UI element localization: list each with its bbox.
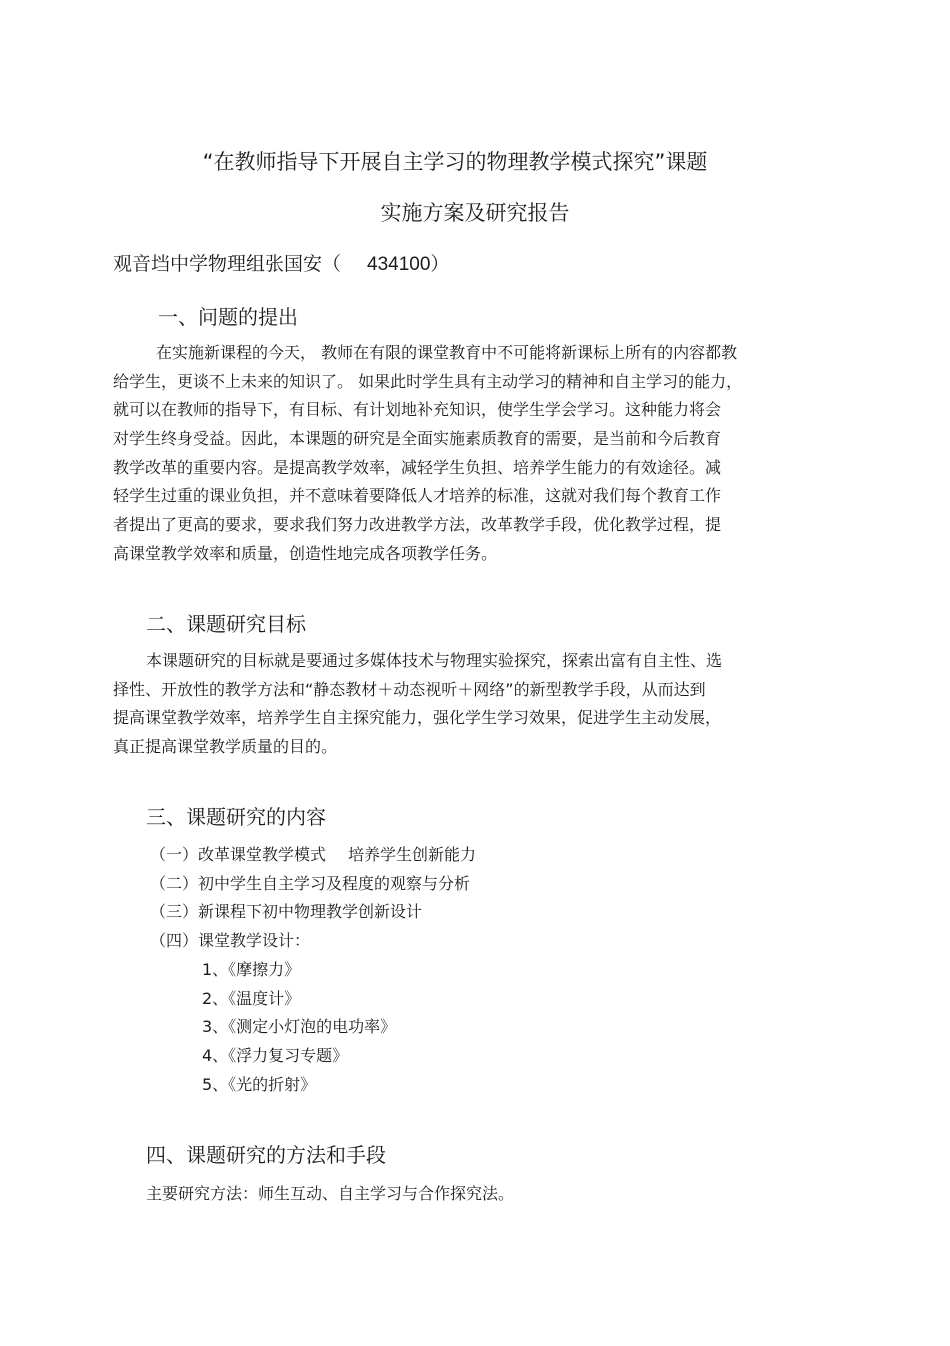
- lesson-item: 2、《温度计》: [202, 988, 301, 1008]
- lesson-item: 5、《光的折射》: [202, 1074, 317, 1094]
- lesson-item: 4、《浮力复习专题》: [202, 1046, 349, 1066]
- paragraph-line: 本课题研究的目标就是要通过多媒体技术与物理实验探究，探索出富有自主性、选: [146, 651, 723, 670]
- list-item: [150, 898, 476, 927]
- section-1-heading: 一、问题的提出: [158, 305, 298, 329]
- list-item: [150, 841, 476, 870]
- list-item-label: （二）初中学生自主学习及程度的观察与分析: [150, 873, 471, 893]
- document-title-line-2: 实施方案及研究报告: [380, 201, 570, 225]
- paragraph-line: 高课堂教学效率和质量，创造性地完成各项教学任务。: [113, 543, 498, 563]
- author-line: [113, 250, 449, 279]
- paragraph-line: 真正提高课堂教学质量的目的。: [113, 737, 338, 757]
- section-1-paragraph: [113, 339, 813, 569]
- section-2-heading: 二、课题研究目标: [146, 612, 306, 636]
- list-item-label: （四）课堂教学设计：: [150, 931, 311, 951]
- author-name: 观音垱中学物理组张国安（: [113, 253, 342, 275]
- paragraph-line: 给学生，更谈不上未来的知识了。 如果此时学生具有主动学习的精神和自主学习的能力，: [113, 371, 743, 391]
- paragraph-line: 者提出了更高的要求，要求我们努力改进教学方法，改革教学手段，优化教学过程，提: [113, 515, 722, 535]
- lesson-item: 3、《测定小灯泡的电功率》: [202, 1017, 397, 1037]
- paragraph-line: 就可以在教师的指导下，有目标、有计划地补充知识，使学生学会学习。这种能力将会: [113, 400, 722, 420]
- section-3-heading: 三、课题研究的内容: [146, 805, 326, 829]
- postal-code: 434100）: [367, 254, 450, 275]
- list-item: [150, 927, 476, 956]
- list-item-label: （一）改革课堂教学模式: [150, 845, 327, 864]
- paragraph-line: 轻学生过重的课业负担，并不意味着要降低人才培养的标准，这就对我们每个教育工作: [113, 486, 722, 506]
- content-list: [150, 841, 476, 956]
- document-title-line-1: “在教师指导下开展自主学习的物理教学模式探究”课题: [202, 150, 708, 174]
- paragraph-line: 对学生终身受益。因此，本课题的研究是全面实施素质教育的需要，是当前和今后教育: [113, 429, 722, 449]
- research-method-text: 主要研究方法：师生互动、自主学习与合作探究法。: [146, 1184, 515, 1203]
- list-item: [150, 870, 476, 899]
- paragraph-line: 提高课堂教学效率，培养学生自主探究能力，强化学生学习效果，促进学生主动发展，: [113, 708, 722, 728]
- paragraph-line: 教学改革的重要内容。是提高教学效率，减轻学生负担、培养学生能力的有效途径。减: [113, 457, 722, 477]
- list-item-label: （三）新课程下初中物理教学创新设计: [150, 902, 423, 922]
- section-2-paragraph: [113, 647, 813, 762]
- section-4-heading: 四、课题研究的方法和手段: [146, 1143, 386, 1167]
- paragraph-line: 在实施新课程的今天， 教师在有限的课堂教育中不可能将新课标上所有的内容都教: [156, 343, 738, 362]
- lesson-item: 1、《摩擦力》: [202, 960, 301, 979]
- paragraph-line: 择性、开放性的教学方法和“静态教材＋动态视听＋网络”的新型教学手段，从而达到: [113, 679, 706, 699]
- list-item-extra: 培养学生创新能力: [348, 845, 477, 864]
- lesson-design-list: [202, 956, 396, 1099]
